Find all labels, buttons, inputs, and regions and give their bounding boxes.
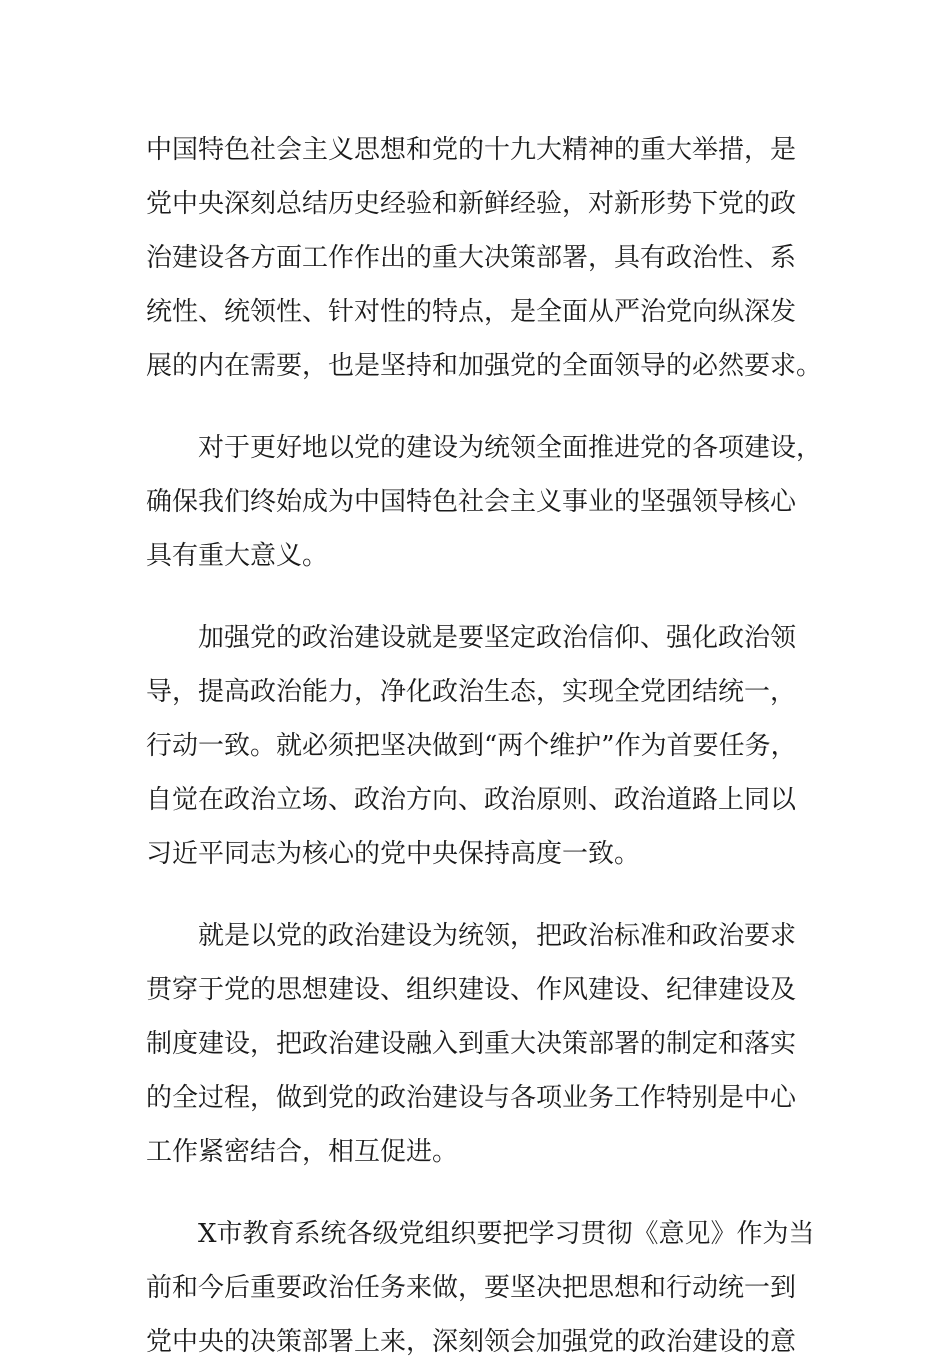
text-line: 展的内在需要，也是坚持和加强党的全面领导的必然要求。 (146, 351, 823, 381)
text-line: 就是以党的政治建设为统领，把政治标准和政治要求 (198, 921, 797, 951)
text-line: 贯穿于党的思想建设、组织建设、作风建设、纪律建设及 (146, 975, 797, 1005)
text-line: 中国特色社会主义思想和党的十九大精神的重大举措，是 (146, 135, 797, 165)
text-line: 自觉在政治立场、政治方向、政治原则、政治道路上同以 (146, 785, 797, 815)
text-line: 的全过程，做到党的政治建设与各项业务工作特别是中心 (146, 1083, 797, 1113)
text-line: 导，提高政治能力，净化政治生态，实现全党团结统一， (146, 677, 797, 707)
text-line: 统性、统领性、针对性的特点，是全面从严治党向纵深发 (146, 297, 797, 327)
text-line: 党中央的决策部署上来，深刻领会加强党的政治建设的意 (146, 1327, 797, 1357)
paragraph-1 (146, 123, 823, 393)
paragraph-5 (146, 1207, 815, 1369)
text-line: 行动一致。就必须把坚决做到“两个维护”作为首要任务， (146, 731, 797, 761)
document-body (146, 123, 823, 1369)
paragraph-4 (146, 909, 806, 1179)
text-line: 治建设各方面工作作出的重大决策部署，具有政治性、系 (146, 243, 797, 273)
paragraph-3 (146, 611, 806, 881)
text-line: 制度建设，把政治建设融入到重大决策部署的制定和落实 (146, 1029, 797, 1059)
text-line: 具有重大意义。 (146, 541, 329, 571)
text-line: 工作紧密结合，相互促进。 (146, 1137, 459, 1167)
text-line: 党中央深刻总结历史经验和新鲜经验，对新形势下党的政 (146, 189, 797, 219)
text-line: 确保我们终始成为中国特色社会主义事业的坚强领导核心 (146, 487, 797, 517)
text-line: 对于更好地以党的建设为统领全面推进党的各项建设， (198, 433, 823, 463)
text-line: 前和今后重要政治任务来做，要坚决把思想和行动统一到 (146, 1273, 797, 1303)
text-line: X市教育系统各级党组织要把学习贯彻《意见》作为当 (198, 1219, 815, 1249)
text-line: 习近平同志为核心的党中央保持高度一致。 (146, 839, 641, 869)
paragraph-2 (146, 421, 823, 583)
text-line: 加强党的政治建设就是要坚定政治信仰、强化政治领 (198, 623, 797, 653)
